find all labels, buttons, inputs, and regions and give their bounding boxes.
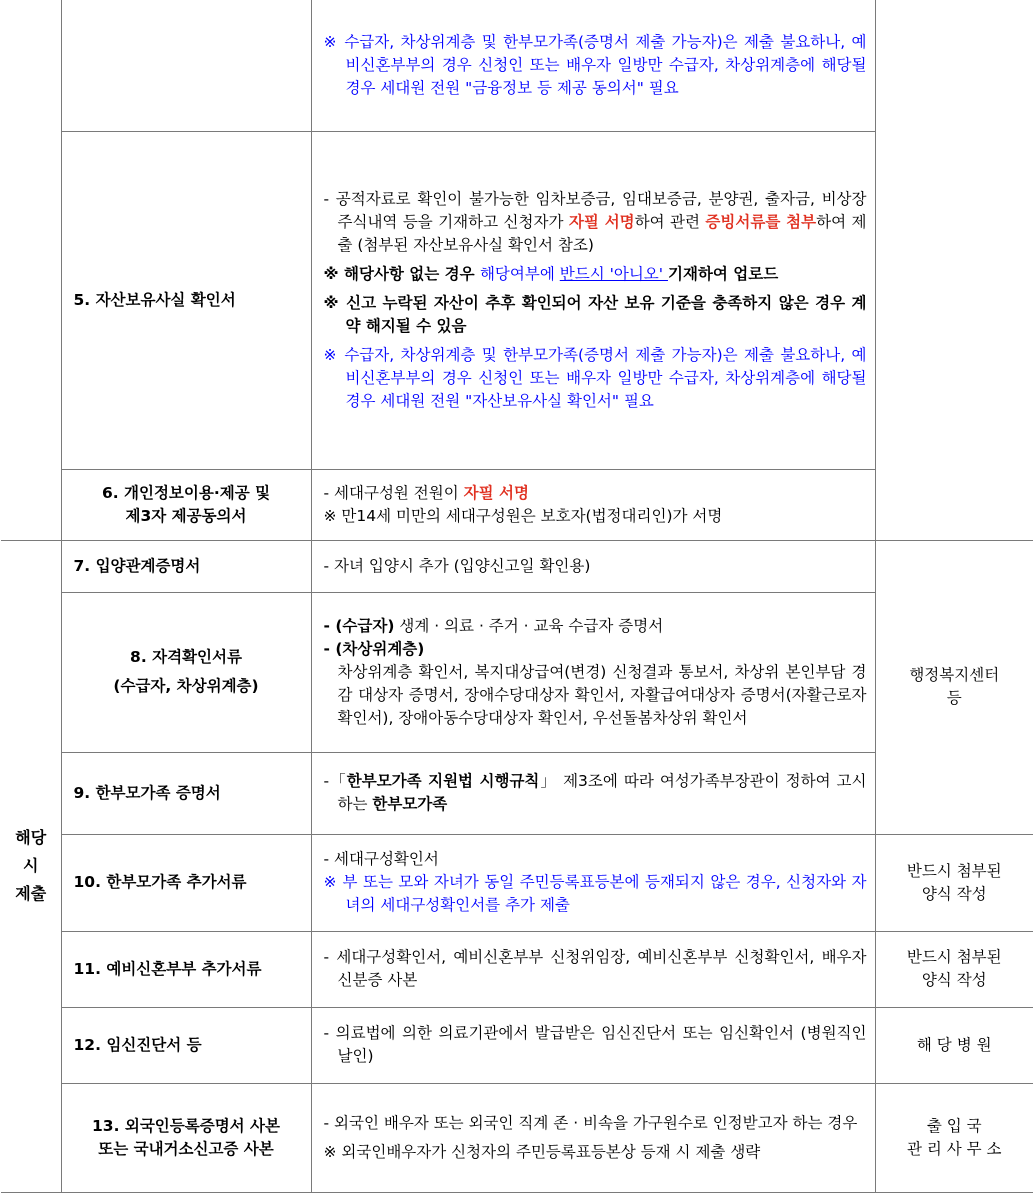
desc-cell bbox=[311, 1083, 875, 1192]
desc-text: - 의료법에 의한 의료기관에서 발급받은 임신진단서 또는 임신확인서 (병원직인 날인) bbox=[323, 1024, 867, 1065]
issuer-cell: 출 입 국 관 리 사 무 소 bbox=[875, 1083, 1033, 1192]
row-adoption-certificate bbox=[1, 540, 1033, 592]
issuer-text: 행정복지센터 bbox=[909, 666, 1000, 684]
desc-cell bbox=[311, 0, 875, 131]
desc-text: - 세대구성확인서, 예비신혼부부 신청위임장, 예비신혼부부 신청확인서, 배우자 신분증 사본 bbox=[323, 948, 867, 989]
desc-text: - 외국인 배우자 또는 외국인 직계 존 · 비속을 가구원수로 인정받고자 하는 경우 bbox=[323, 1113, 858, 1132]
doc-name: 5. 자산보유사실 확인서 bbox=[61, 131, 311, 469]
desc-cell bbox=[311, 469, 875, 540]
note-exemption: ※ 수급자, 차상위계층 및 한부모가족(증명서 제출 가능자)은 제출 불요하나, 예비신혼부부의 경우 신청인 또는 배우자 일방만 수급자, 차상위계층에 해당될 경우 세대원 전원 "자산보유사실 확인서" 필요 bbox=[323, 345, 867, 410]
desc-cell bbox=[311, 592, 875, 752]
desc-recipient: - (수급자) 생계 · 의료 · 주거 · 교육 수급자 증명서 bbox=[323, 616, 664, 635]
category-cell-upper bbox=[1, 0, 61, 540]
issuer-text: 출 입 국 bbox=[926, 1116, 982, 1135]
desc-near-poverty-label: - (차상위계층) bbox=[323, 639, 425, 658]
desc-text: - 세대구성원 전원이 자필 서명 bbox=[323, 483, 529, 502]
issuer-cell: 반드시 첨부된 양식 작성 bbox=[875, 834, 1033, 931]
issuer-cell bbox=[875, 1007, 1033, 1083]
issuer-cell-upper bbox=[875, 0, 1033, 540]
issuer-cell: 행정복지센터 등 bbox=[875, 540, 1033, 834]
desc-cell bbox=[311, 931, 875, 1007]
note-text: ※ 부 또는 모와 자녀가 동일 주민등록표등본에 등재되지 않은 경우, 신청자와 자녀의 세대구성확인서를 추가 제출 bbox=[323, 873, 867, 914]
row-foreigner-registration bbox=[1, 1083, 1033, 1192]
issuer-cell: 반드시 첨부된 양식 작성 bbox=[875, 931, 1033, 1007]
issuer-text: 반드시 첨부된 bbox=[906, 861, 1002, 880]
note-text: ※ 수급자, 차상위계층 및 한부모가족(증명서 제출 가능자)은 제출 불요하나, 예비신혼부부의 경우 신청인 또는 배우자 일방만 수급자, 차상위계층에 해당될 경우 세대원 전원 "금융정보 등 제공 동의서" 필요 bbox=[323, 32, 867, 97]
doc-name: 11. 예비신혼부부 추가서류 bbox=[61, 931, 311, 1007]
note-not-applicable: ※ 해당사항 없는 경우 해당여부에 반드시 '아니오' 기재하여 업로드 bbox=[323, 264, 779, 283]
category-cell: 해당 시 제출 bbox=[1, 540, 61, 1192]
document-table bbox=[1, 0, 1033, 1193]
issuer-text: 반드시 첨부된 bbox=[906, 948, 1002, 966]
category-label: 해당 bbox=[15, 828, 47, 847]
desc-cell bbox=[311, 131, 875, 469]
desc-cell bbox=[311, 540, 875, 592]
desc-text: - 세대구성확인서 bbox=[323, 850, 439, 868]
desc-near-poverty-text: 차상위계층 확인서, 복지대상급여(변경) 신청결과 통보서, 차상위 본인부담 경감 대상자 증명서, 장애수당대상자 확인서, 자활급여대상자 증명서(자활근로자 확인서), 장애아동수당대상자 확인서, 우선돌봄차상위 확인서 bbox=[337, 662, 867, 727]
row-pregnancy-certificate bbox=[1, 1007, 1033, 1083]
doc-name: 13. 외국인등록증명서 사본 또는 국내거소신고증 사본 bbox=[61, 1083, 311, 1192]
doc-name: 8. 자격확인서류 (수급자, 차상위계층) bbox=[61, 592, 311, 752]
desc-cell bbox=[311, 834, 875, 931]
desc-text: - 공적자료로 확인이 불가능한 임차보증금, 임대보증금, 분양권, 출자금, 비상장주식내역 등을 기재하고 신청자가 자필 서명하여 관련 증빙서류를 첨부하여 제출 (첨부된 자산보유사실 확인서 참조) bbox=[323, 189, 867, 254]
row-prospective-newlyweds bbox=[1, 931, 1033, 1007]
desc-cell bbox=[311, 752, 875, 834]
note-omission: ※ 신고 누락된 자산이 추후 확인되어 자산 보유 기준을 충족하지 않은 경우 계약 해지될 수 있음 bbox=[323, 293, 867, 335]
row-financial-consent-note bbox=[1, 0, 1033, 131]
note-text: ※ 만14세 미만의 세대구성원은 보호자(법정대리인)가 서명 bbox=[323, 506, 723, 525]
desc-text: - 자녀 입양시 추가 (입양신고일 확인용) bbox=[323, 556, 591, 575]
issuer-text: 해 당 병 원 bbox=[916, 1035, 992, 1054]
doc-name: 6. 개인정보이용·제공 및 제3자 제공동의서 bbox=[61, 469, 311, 540]
desc-cell bbox=[311, 1007, 875, 1083]
desc-text: -「한부모가족 지원법 시행규칙」 제3조에 따라 여성가족부장관이 정하여 고시하는 한부모가족 bbox=[323, 772, 867, 813]
name-cell-empty bbox=[61, 0, 311, 131]
doc-name: 9. 한부모가족 증명서 bbox=[61, 752, 311, 834]
row-single-parent-additional bbox=[1, 834, 1033, 931]
doc-name: 7. 입양관계증명서 bbox=[61, 540, 311, 592]
note-text: ※ 외국인배우자가 신청자의 주민등록표등본상 등재 시 제출 생략 bbox=[323, 1142, 761, 1161]
doc-name: 10. 한부모가족 추가서류 bbox=[61, 834, 311, 931]
doc-name: 12. 임신진단서 등 bbox=[61, 1007, 311, 1083]
